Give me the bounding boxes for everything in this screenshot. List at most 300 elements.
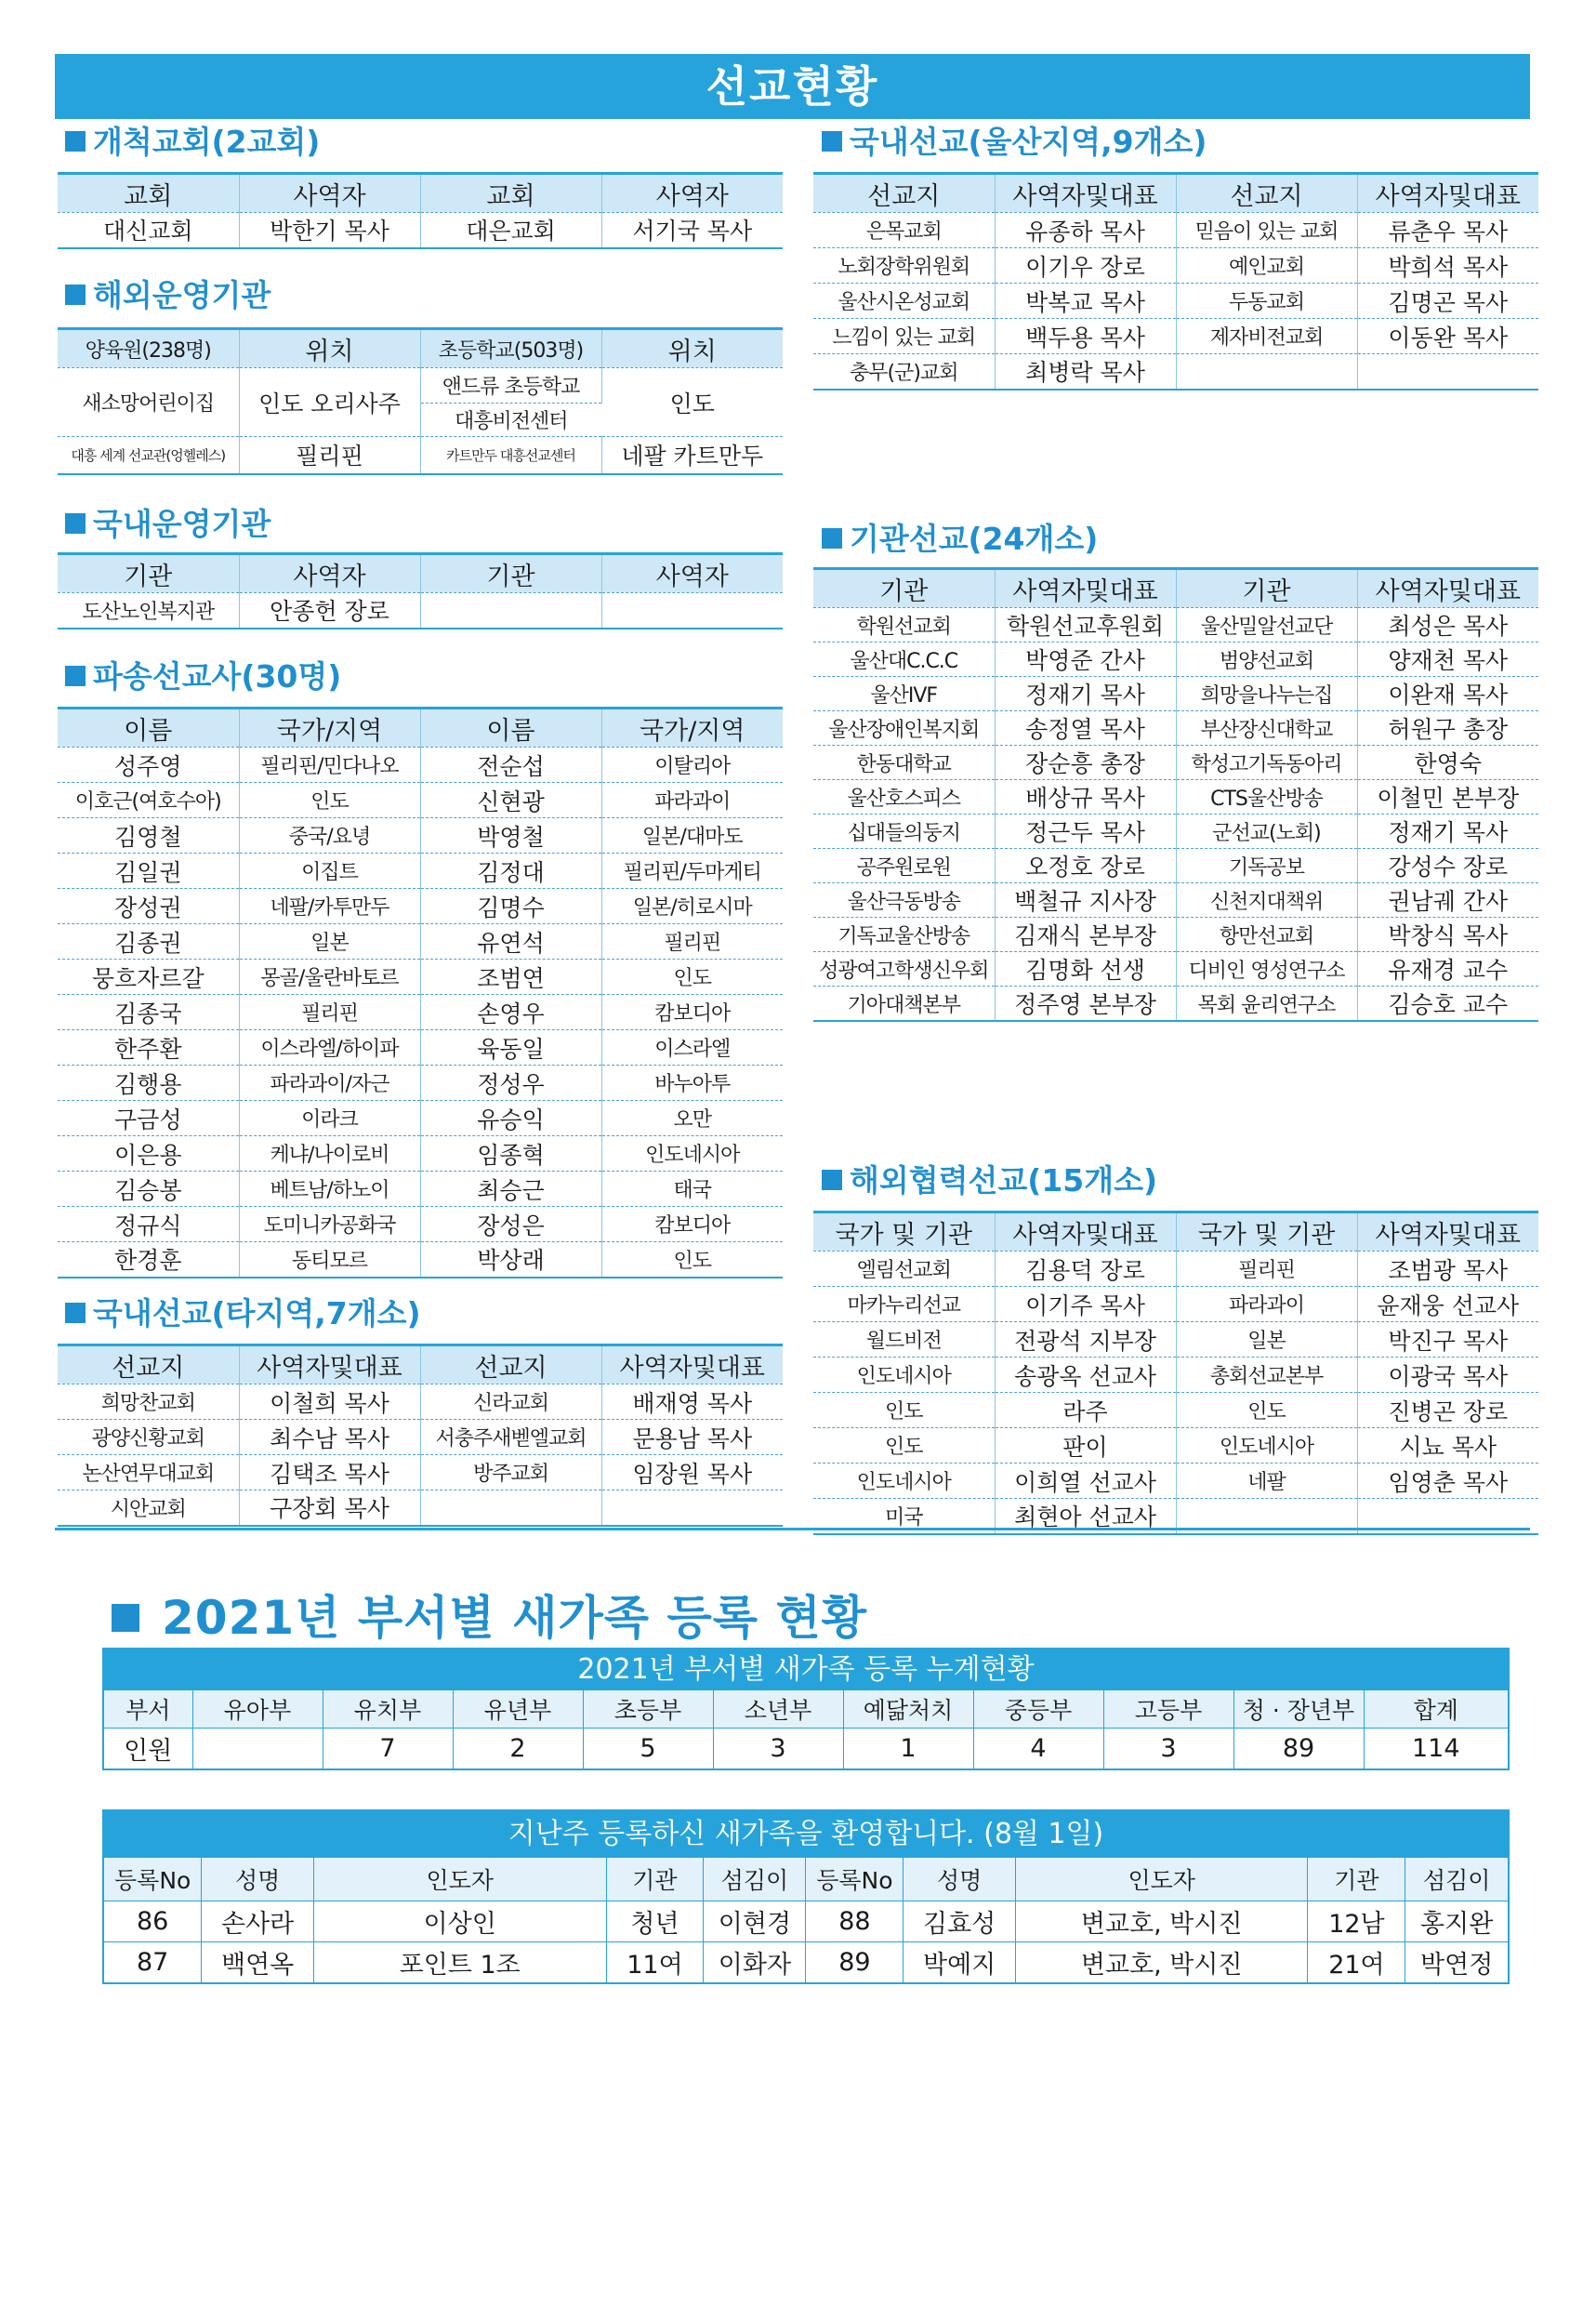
table-cell: 필리핀 <box>239 437 420 474</box>
table-cell: 광양신황교회 <box>58 1420 239 1455</box>
table-cell: 양재천 목사 <box>1357 642 1538 677</box>
table-cell <box>192 1728 323 1768</box>
table-cell: 십대들의둥지 <box>813 815 995 849</box>
table-cell: 이완재 목사 <box>1357 677 1538 711</box>
table-cell: 울산밀알선교단 <box>1176 608 1357 642</box>
table-cell: 은목교회 <box>813 213 995 248</box>
table-cell: 인도네시아 <box>813 1464 995 1499</box>
table-header: 교회 <box>420 174 601 213</box>
table-cell: 두동교회 <box>1176 284 1357 319</box>
table-cell: 케냐/나이로비 <box>239 1136 420 1172</box>
table-cell: 이상인 <box>313 1901 606 1941</box>
table-cell: 필리핀/두마게티 <box>601 854 783 889</box>
table-header: 사역자및대표 <box>601 1345 783 1384</box>
table-cell: 울산IVF <box>813 677 995 711</box>
table-cell <box>420 1490 601 1526</box>
table-cell: 유승익 <box>420 1101 601 1136</box>
table-cell: 마카누리선교 <box>813 1287 995 1322</box>
table-row <box>813 1464 1538 1499</box>
table-cell: 한동대학교 <box>813 746 995 780</box>
table-cell: 최병락 목사 <box>995 354 1176 390</box>
table-cell: 김행용 <box>58 1066 239 1101</box>
table-row <box>813 987 1538 1022</box>
table-row <box>104 1941 1508 1982</box>
table-cell: 태국 <box>601 1172 783 1207</box>
table-cell: 이동완 목사 <box>1357 319 1538 354</box>
table-cell: 제자비전교회 <box>1176 319 1357 354</box>
summary-caption: 2021년 부서별 새가족 등록 누계현황 <box>104 1649 1508 1690</box>
table-cell: 인도 오리사주 <box>239 368 420 437</box>
table-cell: 서충주새벧엘교회 <box>420 1420 601 1455</box>
section-title-institution <box>822 521 1098 558</box>
table-cell: 성광여고학생신우회 <box>813 952 995 987</box>
section-title-dispatched <box>65 658 341 695</box>
table-cell: 박희석 목사 <box>1357 248 1538 284</box>
table-cell: 초등부 <box>583 1690 713 1728</box>
table-cell: 정근두 목사 <box>995 815 1176 849</box>
table-cell: 인도네시아 <box>1176 1428 1357 1464</box>
table-cell: 성주영 <box>58 748 239 783</box>
table-header: 위치 <box>239 329 420 368</box>
table-row <box>813 213 1538 248</box>
table-cell: 김용덕 장로 <box>995 1252 1176 1287</box>
table-header: 기관 <box>58 554 239 593</box>
square-bullet-icon <box>65 1303 86 1323</box>
table-header: 사역자및대표 <box>995 569 1176 608</box>
welcome-caption: 지난주 등록하신 새가족을 환영합니다. (8월 1일) <box>104 1811 1508 1858</box>
table-row <box>58 1136 783 1172</box>
table-cell: 강성수 장로 <box>1357 849 1538 883</box>
table-cell: 일본/히로시마 <box>601 889 783 924</box>
table-row <box>58 889 783 924</box>
table-cell: 서기국 목사 <box>601 213 783 248</box>
table-row <box>813 849 1538 883</box>
table-cell: 손영우 <box>420 995 601 1030</box>
table-cell: 21여 <box>1308 1941 1405 1982</box>
table-cell: 믿음이 있는 교회 <box>1176 213 1357 248</box>
square-bullet-icon <box>65 513 86 534</box>
table-row <box>58 924 783 960</box>
table-cell: 울산장애인복지회 <box>813 711 995 746</box>
table-cell: 손사라 <box>202 1901 314 1941</box>
table-cell: 김영철 <box>58 818 239 854</box>
pioneer-table <box>58 172 783 249</box>
table-cell: 이철민 본부장 <box>1357 780 1538 815</box>
table-cell: 총회선교본부 <box>1176 1358 1357 1393</box>
table-cell: 조범연 <box>420 960 601 995</box>
table-header: 기관 <box>420 554 601 593</box>
table-cell: 등록No <box>806 1858 904 1901</box>
table-cell: 최현아 선교사 <box>995 1499 1176 1534</box>
table-cell: 안종헌 장로 <box>239 593 420 629</box>
table-header: 이름 <box>420 709 601 748</box>
table-cell: 유종하 목사 <box>995 213 1176 248</box>
table-cell: 도산노인복지관 <box>58 593 239 629</box>
table-cell: 인도 <box>601 960 783 995</box>
table-cell <box>601 1490 783 1526</box>
table-cell: 박진구 목사 <box>1357 1322 1538 1358</box>
table-cell: 캄보디아 <box>601 995 783 1030</box>
section-title-domestic-ulsan <box>822 124 1207 161</box>
table-cell: 중국/요녕 <box>239 818 420 854</box>
table-row <box>813 354 1538 390</box>
table-cell: 시안교회 <box>58 1490 239 1526</box>
table-cell: 네팔 카트만두 <box>601 437 783 474</box>
table-header: 사역자및대표 <box>995 1212 1176 1252</box>
table-cell: 정규식 <box>58 1207 239 1242</box>
table-cell: 변교호, 박시진 <box>1015 1941 1308 1982</box>
page-banner: 선교현황 <box>55 54 1530 119</box>
table-cell: 이현경 <box>704 1901 806 1941</box>
table-cell: 필리핀 <box>1176 1252 1357 1287</box>
table-row <box>813 284 1538 319</box>
table-cell: 1 <box>843 1728 973 1768</box>
table-cell: 합계 <box>1364 1690 1508 1728</box>
table-cell: 김명곤 목사 <box>1357 284 1538 319</box>
table-cell: 인원 <box>104 1728 192 1768</box>
table-cell: 최성은 목사 <box>1357 608 1538 642</box>
table-cell: 문용남 목사 <box>601 1420 783 1455</box>
table-cell: 김효성 <box>904 1901 1016 1941</box>
table-cell: CTS울산방송 <box>1176 780 1357 815</box>
square-bullet-icon <box>822 1170 842 1190</box>
table-cell: 울산시온성교회 <box>813 284 995 319</box>
table-cell: 배상규 목사 <box>995 780 1176 815</box>
table-cell: 인도 <box>813 1393 995 1428</box>
table-cell: 변교호, 박시진 <box>1015 1901 1308 1941</box>
table-cell: 부서 <box>104 1690 192 1728</box>
table-cell: 소년부 <box>713 1690 843 1728</box>
table-cell: 논산연무대교회 <box>58 1455 239 1490</box>
table-cell: 김정대 <box>420 854 601 889</box>
institution-table <box>813 567 1538 1022</box>
table-cell: 중등부 <box>973 1690 1103 1728</box>
table-row <box>58 995 783 1030</box>
table-cell: 네팔/카투만두 <box>239 889 420 924</box>
table-cell: 등록No <box>104 1858 202 1901</box>
table-cell: 인도네시아 <box>601 1136 783 1172</box>
table-row <box>58 1420 783 1455</box>
table-cell: 백연옥 <box>202 1941 314 1982</box>
table-cell: 충무(군)교회 <box>813 354 995 390</box>
dispatched-table <box>58 707 783 1278</box>
table-cell: 인도 <box>1176 1393 1357 1428</box>
table-cell: 카트만두 대흥선교센터 <box>420 437 601 474</box>
table-header: 초등학교(503명) <box>420 329 601 368</box>
table-cell: 진병곤 장로 <box>1357 1393 1538 1428</box>
table-cell: 한영숙 <box>1357 746 1538 780</box>
table-cell: 오정호 장로 <box>995 849 1176 883</box>
table-cell: 청 · 장년부 <box>1233 1690 1364 1728</box>
table-cell: 필리핀 <box>239 995 420 1030</box>
table-row <box>813 746 1538 780</box>
table-cell: 장성권 <box>58 889 239 924</box>
section-title-overseas-org <box>65 277 270 314</box>
table-row <box>58 1172 783 1207</box>
table-cell: 육동일 <box>420 1030 601 1066</box>
table-cell: 디비인 영성연구소 <box>1176 952 1357 987</box>
table-cell: 전순섭 <box>420 748 601 783</box>
table-cell: 박창식 목사 <box>1357 918 1538 952</box>
table-row <box>813 642 1538 677</box>
square-bullet-icon <box>822 528 842 549</box>
section-title-overseas-coop <box>822 1162 1157 1199</box>
table-cell: 박복교 목사 <box>995 284 1176 319</box>
table-cell: 3 <box>713 1728 843 1768</box>
table-cell: 송광옥 선교사 <box>995 1358 1176 1393</box>
table-cell: 이탈리아 <box>601 748 783 783</box>
table-cell: 인도자 <box>1015 1858 1308 1901</box>
table-row <box>813 711 1538 746</box>
table-cell <box>601 593 783 629</box>
table-header: 선교지 <box>58 1345 239 1384</box>
table-row <box>58 1066 783 1101</box>
table-cell: 구금성 <box>58 1101 239 1136</box>
table-cell: 베트남/하노이 <box>239 1172 420 1207</box>
table-row <box>813 1358 1538 1393</box>
table-cell: 바누아투 <box>601 1066 783 1101</box>
table-cell: 이기우 장로 <box>995 248 1176 284</box>
table-cell: 최수남 목사 <box>239 1420 420 1455</box>
section-divider <box>55 1528 1530 1530</box>
table-cell: 권남궤 간사 <box>1357 883 1538 918</box>
table-row <box>813 677 1538 711</box>
table-cell: 신라교회 <box>420 1384 601 1420</box>
table-cell: 청년 <box>606 1901 704 1941</box>
table-row <box>813 918 1538 952</box>
table-cell: 이라크 <box>239 1101 420 1136</box>
table-header: 양육원(238명) <box>58 329 239 368</box>
section-label: 국내선교(울산지역,9개소) <box>850 124 1207 160</box>
table-cell: 판이 <box>995 1428 1176 1464</box>
section-title-domestic-org <box>65 506 270 543</box>
table-cell: 구장회 목사 <box>239 1490 420 1526</box>
table-cell: 기독공보 <box>1176 849 1357 883</box>
table-cell: 학원선교회 <box>813 608 995 642</box>
table-cell: 신현광 <box>420 783 601 818</box>
table-cell: 기관 <box>1308 1858 1405 1901</box>
table-cell: 노회장학위원회 <box>813 248 995 284</box>
square-bullet-icon <box>822 131 842 152</box>
table-cell: 고등부 <box>1103 1690 1233 1728</box>
table-header: 기관 <box>813 569 995 608</box>
table-cell: 박예지 <box>904 1941 1016 1982</box>
table-cell: 뭉흐자르갈 <box>58 960 239 995</box>
section-title-domestic-other <box>65 1295 421 1332</box>
table-row <box>813 1428 1538 1464</box>
table-cell: 인도 <box>601 368 783 437</box>
table-cell: 이기주 목사 <box>995 1287 1176 1322</box>
table-header: 선교지 <box>1176 174 1357 213</box>
table-cell: 이스라엘/하이파 <box>239 1030 420 1066</box>
table-cell: 동티모르 <box>239 1242 420 1278</box>
table-cell: 김명수 <box>420 889 601 924</box>
table-row <box>58 1101 783 1136</box>
table-cell: 88 <box>806 1901 904 1941</box>
table-cell: 유아부 <box>192 1690 323 1728</box>
table-cell: 인도 <box>239 783 420 818</box>
table-cell: 백두용 목사 <box>995 319 1176 354</box>
section-label: 해외협력선교(15개소) <box>850 1162 1158 1199</box>
table-cell: 앤드류 초등학교 <box>420 368 601 404</box>
table-row <box>813 1322 1538 1358</box>
table-cell: 공주원로원 <box>813 849 995 883</box>
table-cell: 필리핀 <box>601 924 783 960</box>
table-cell: 백철규 지사장 <box>995 883 1176 918</box>
table-header: 사역자 <box>601 554 783 593</box>
table-cell: 항만선교회 <box>1176 918 1357 952</box>
table-header: 교회 <box>58 174 239 213</box>
table-cell: 정성우 <box>420 1066 601 1101</box>
table-cell: 김승봉 <box>58 1172 239 1207</box>
table-cell: 배재영 목사 <box>601 1384 783 1420</box>
table-cell: 윤재웅 선교사 <box>1357 1287 1538 1322</box>
table-cell: 필리핀/민다나오 <box>239 748 420 783</box>
summary-box <box>102 1648 1510 1770</box>
table-header: 사역자 <box>239 174 420 213</box>
table-row <box>813 1252 1538 1287</box>
summary-table <box>104 1690 1508 1768</box>
table-row <box>813 952 1538 987</box>
table-cell: 범양선교회 <box>1176 642 1357 677</box>
table-row <box>813 815 1538 849</box>
table-cell: 유치부 <box>323 1690 453 1728</box>
table-cell: 인도 <box>813 1428 995 1464</box>
table-cell: 네팔 <box>1176 1464 1357 1499</box>
table-cell: 신천지대책위 <box>1176 883 1357 918</box>
domestic-other-table <box>58 1344 783 1527</box>
square-bullet-icon <box>65 285 86 305</box>
table-cell: 김종권 <box>58 924 239 960</box>
table-cell <box>1357 354 1538 390</box>
table-cell: 포인트 1조 <box>313 1941 606 1982</box>
table-cell: 학성고기독동아리 <box>1176 746 1357 780</box>
table-header: 사역자및대표 <box>995 174 1176 213</box>
square-bullet-icon <box>112 1604 139 1632</box>
table-cell: 파라과이 <box>1176 1287 1357 1322</box>
table-cell: 12남 <box>1308 1901 1405 1941</box>
table-cell: 도미니카공화국 <box>239 1207 420 1242</box>
table-cell: 희망찬교회 <box>58 1384 239 1420</box>
table-cell: 김명화 선생 <box>995 952 1176 987</box>
table-cell: 라주 <box>995 1393 1176 1428</box>
section-label: 기관선교(24개소) <box>850 521 1099 557</box>
table-cell: 성명 <box>904 1858 1016 1901</box>
welcome-box <box>102 1809 1510 1984</box>
table-cell: 새소망어린이집 <box>58 368 239 437</box>
table-cell: 파라과이/자근 <box>239 1066 420 1101</box>
table-header: 국가 및 기관 <box>1176 1212 1357 1252</box>
table-cell: 대흥 세계 선교관(엉헬레스) <box>58 437 239 474</box>
table-row <box>58 1455 783 1490</box>
table-cell: 부산장신대학교 <box>1176 711 1357 746</box>
table-row <box>58 1384 783 1420</box>
table-header: 선교지 <box>813 174 995 213</box>
table-cell: 대신교회 <box>58 213 239 248</box>
table-cell: 기관 <box>606 1858 704 1901</box>
table-cell: 기독교울산방송 <box>813 918 995 952</box>
table-cell: 유재경 교수 <box>1357 952 1538 987</box>
table-cell: 정재기 목사 <box>995 677 1176 711</box>
table-cell: 인도 <box>601 1242 783 1278</box>
table-cell: 파라과이 <box>601 783 783 818</box>
table-row <box>813 248 1538 284</box>
table-cell: 임종혁 <box>420 1136 601 1172</box>
table-cell: 86 <box>104 1901 202 1941</box>
table-cell: 희망을나누는집 <box>1176 677 1357 711</box>
table-cell: 김종국 <box>58 995 239 1030</box>
welcome-table <box>104 1858 1508 1982</box>
table-cell: 114 <box>1364 1728 1508 1768</box>
table-cell: 전광석 지부장 <box>995 1322 1176 1358</box>
table-header: 국가 및 기관 <box>813 1212 995 1252</box>
table-cell: 방주교회 <box>420 1455 601 1490</box>
table-header: 사역자및대표 <box>239 1345 420 1384</box>
domestic-ulsan-table <box>813 172 1538 391</box>
table-cell: 홍지완 <box>1405 1901 1508 1941</box>
table-cell: 한경훈 <box>58 1242 239 1278</box>
table-header: 선교지 <box>420 1345 601 1384</box>
table-cell: 박영철 <box>420 818 601 854</box>
table-row <box>58 1207 783 1242</box>
table-cell: 임영춘 목사 <box>1357 1464 1538 1499</box>
table-cell: 이집트 <box>239 854 420 889</box>
table-cell: 89 <box>806 1941 904 1982</box>
table-cell: 김일권 <box>58 854 239 889</box>
table-header: 이름 <box>58 709 239 748</box>
table-cell: 캄보디아 <box>601 1207 783 1242</box>
table-row <box>58 1030 783 1066</box>
table-cell: 정주영 본부장 <box>995 987 1176 1022</box>
table-cell: 대은교회 <box>420 213 601 248</box>
square-bullet-icon <box>65 131 86 152</box>
table-cell: 일본/대마도 <box>601 818 783 854</box>
square-bullet-icon <box>65 666 86 686</box>
table-header: 사역자및대표 <box>1357 569 1538 608</box>
table-cell: 박연정 <box>1405 1941 1508 1982</box>
table-header: 국가/지역 <box>601 709 783 748</box>
table-cell: 일본 <box>1176 1322 1357 1358</box>
table-cell: 5 <box>583 1728 713 1768</box>
table-cell: 미국 <box>813 1499 995 1534</box>
table-cell: 7 <box>323 1728 453 1768</box>
section-label: 해외운영기관 <box>93 277 271 313</box>
table-cell: 오만 <box>601 1101 783 1136</box>
table-cell: 대흥비전센터 <box>420 404 601 437</box>
table-header: 위치 <box>601 329 783 368</box>
table-header: 사역자 <box>601 174 783 213</box>
section-title-pioneer <box>65 124 320 161</box>
table-cell <box>420 593 601 629</box>
table-row <box>58 1242 783 1278</box>
table-cell: 김택조 목사 <box>239 1455 420 1490</box>
table-cell: 월드비전 <box>813 1322 995 1358</box>
table-cell: 2 <box>453 1728 583 1768</box>
table-cell: 류춘우 목사 <box>1357 213 1538 248</box>
table-row <box>813 1287 1538 1322</box>
table-cell: 이은용 <box>58 1136 239 1172</box>
table-cell: 송정열 목사 <box>995 711 1176 746</box>
section-label: 파송선교사(30명) <box>93 658 342 695</box>
table-cell: 인도네시아 <box>813 1358 995 1393</box>
table-cell: 기아대책본부 <box>813 987 995 1022</box>
table-cell: 김승호 교수 <box>1357 987 1538 1022</box>
table-row <box>58 748 783 783</box>
table-header: 사역자및대표 <box>1357 174 1538 213</box>
table-cell: 박영준 간사 <box>995 642 1176 677</box>
table-cell: 이희열 선교사 <box>995 1464 1176 1499</box>
table-cell: 박한기 목사 <box>239 213 420 248</box>
